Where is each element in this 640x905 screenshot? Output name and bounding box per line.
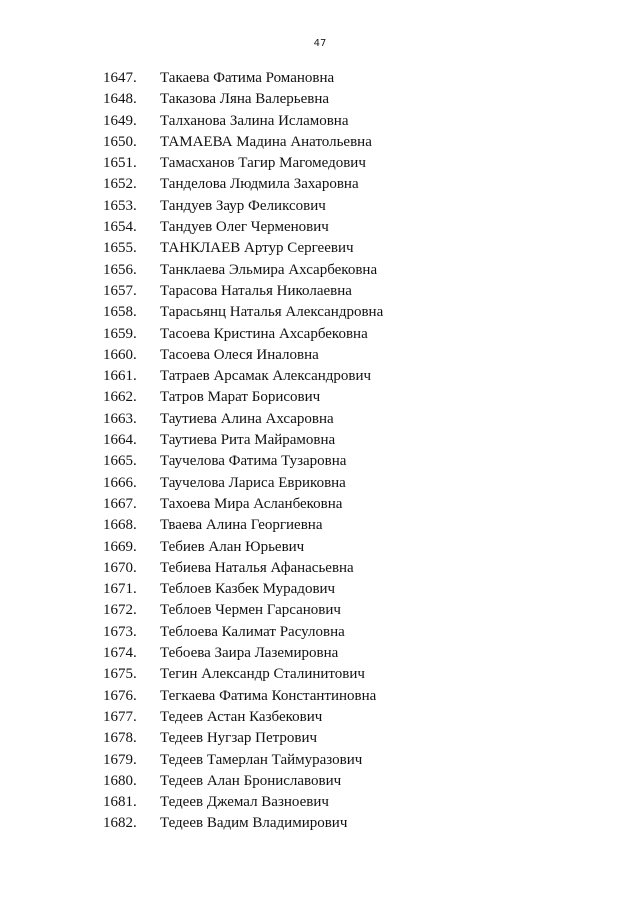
list-item — [0, 558, 640, 579]
list-item — [0, 153, 640, 174]
entry-name: Теблоев Чермен Гарсанович — [160, 602, 341, 619]
entry-name: Тедеев Тамерлан Таймуразович — [160, 751, 363, 768]
list-item — [0, 728, 640, 749]
entry-number: 1648. — [103, 91, 137, 108]
entry-number: 1678. — [103, 730, 137, 747]
list-item — [0, 366, 640, 387]
entry-number: 1661. — [103, 368, 137, 385]
entry-name: Танклаева Эльмира Ахсарбековна — [160, 261, 378, 278]
entry-number: 1657. — [103, 282, 137, 299]
list-item — [0, 537, 640, 558]
list-item — [0, 196, 640, 217]
entry-name: Тебиева Наталья Афанасьевна — [160, 559, 354, 576]
entry-name: Тедеев Джемал Вазноевич — [160, 794, 329, 811]
entry-number: 1655. — [103, 240, 137, 257]
entry-number: 1650. — [103, 133, 137, 150]
entry-number: 1656. — [103, 261, 137, 278]
entry-number: 1654. — [103, 219, 137, 236]
name-list — [0, 68, 640, 835]
entry-number: 1680. — [103, 772, 137, 789]
entry-number: 1662. — [103, 389, 137, 406]
entry-number: 1676. — [103, 687, 137, 704]
entry-number: 1649. — [103, 112, 137, 129]
list-item — [0, 111, 640, 132]
entry-number: 1681. — [103, 794, 137, 811]
entry-name: Тедеев Вадим Владимирович — [160, 815, 348, 832]
entry-name: Таутиева Рита Майрамовна — [160, 432, 336, 449]
entry-number: 1652. — [103, 176, 137, 193]
page-number: 47 — [313, 38, 327, 49]
entry-name: Таучелова Лариса Евриковна — [160, 474, 346, 491]
list-item — [0, 430, 640, 451]
list-item — [0, 132, 640, 153]
entry-number: 1669. — [103, 538, 137, 555]
entry-number: 1663. — [103, 410, 137, 427]
entry-name: Такаева Фатима Романовна — [160, 70, 335, 86]
entry-number: 1672. — [103, 602, 137, 619]
list-item — [0, 664, 640, 685]
entry-number: 1651. — [103, 155, 137, 172]
entry-name: Тандуев Заур Феликсович — [160, 197, 326, 214]
entry-number: 1682. — [103, 815, 137, 832]
entry-number: 1666. — [103, 474, 137, 491]
list-item — [0, 707, 640, 728]
list-item — [0, 174, 640, 195]
entry-number: 1664. — [103, 432, 137, 449]
entry-number: 1671. — [103, 581, 137, 598]
entry-number: 1675. — [103, 666, 137, 683]
list-item — [0, 387, 640, 408]
entry-number: 1677. — [103, 708, 137, 725]
entry-number: 1660. — [103, 346, 137, 363]
entry-name: Теблоев Казбек Мурадович — [160, 581, 336, 598]
entry-name: ТАНКЛАЕВ Артур Сергеевич — [160, 240, 354, 257]
list-item — [0, 324, 640, 345]
entry-name: Татров Марат Борисович — [160, 389, 321, 406]
list-item — [0, 409, 640, 430]
entry-number: 1667. — [103, 495, 137, 512]
list-item — [0, 750, 640, 771]
entry-number: 1665. — [103, 453, 137, 470]
list-item — [0, 494, 640, 515]
entry-number: 1673. — [103, 623, 137, 640]
entry-name: Тебиев Алан Юрьевич — [160, 538, 305, 555]
entry-name: Таучелова Фатима Тузаровна — [160, 453, 347, 470]
entry-number: 1653. — [103, 197, 137, 214]
list-item — [0, 68, 640, 89]
list-item — [0, 217, 640, 238]
list-item — [0, 813, 640, 834]
list-item — [0, 260, 640, 281]
entry-name: Тедеев Астан Казбекович — [160, 708, 323, 725]
entry-number: 1647. — [103, 70, 137, 86]
list-item — [0, 622, 640, 643]
entry-name: Татраев Арсамак Александрович — [160, 368, 372, 385]
entry-number: 1668. — [103, 517, 137, 534]
list-item — [0, 686, 640, 707]
entry-name: Тарасова Наталья Николаевна — [160, 282, 352, 299]
entry-number: 1659. — [103, 325, 137, 342]
entry-name: Тандуев Олег Черменович — [160, 219, 329, 236]
entry-name: Тасоева Кристина Ахсарбековна — [160, 325, 368, 342]
list-item — [0, 515, 640, 536]
entry-name: Тедеев Нугзар Петрович — [160, 730, 318, 747]
list-item — [0, 600, 640, 621]
entry-name: Талханова Залина Исламовна — [160, 112, 349, 129]
list-item — [0, 579, 640, 600]
entry-name: Тваева Алина Георгиевна — [160, 517, 323, 534]
entry-number: 1670. — [103, 559, 137, 576]
entry-name: ТАМАЕВА Мадина Анатольевна — [160, 133, 372, 150]
list-item — [0, 345, 640, 366]
list-item — [0, 771, 640, 792]
entry-name: Танделова Людмила Захаровна — [160, 176, 359, 193]
list-item — [0, 238, 640, 259]
entry-name: Тедеев Алан Брониславович — [160, 772, 342, 789]
list-item — [0, 89, 640, 110]
list-item — [0, 643, 640, 664]
list-item — [0, 473, 640, 494]
entry-name: Тегкаева Фатима Константиновна — [160, 687, 377, 704]
entry-name: Тебоева Заира Лаземировна — [160, 645, 339, 662]
entry-number: 1658. — [103, 304, 137, 321]
entry-number: 1679. — [103, 751, 137, 768]
entry-number: 1674. — [103, 645, 137, 662]
list-item — [0, 451, 640, 472]
entry-name: Тахоева Мира Асланбековна — [160, 495, 343, 512]
entry-name: Теблоева Калимат Расуловна — [160, 623, 345, 640]
entry-name: Таутиева Алина Ахсаровна — [160, 410, 334, 427]
entry-name: Таказова Ляна Валерьевна — [160, 91, 330, 108]
entry-name: Тарасьянц Наталья Александровна — [160, 304, 384, 321]
list-item — [0, 792, 640, 813]
entry-name: Тасоева Олеся Иналовна — [160, 346, 319, 363]
list-item — [0, 281, 640, 302]
entry-name: Тегин Александр Сталинитович — [160, 666, 365, 683]
entry-name: Тамасханов Тагир Магомедович — [160, 155, 366, 172]
list-item — [0, 302, 640, 323]
